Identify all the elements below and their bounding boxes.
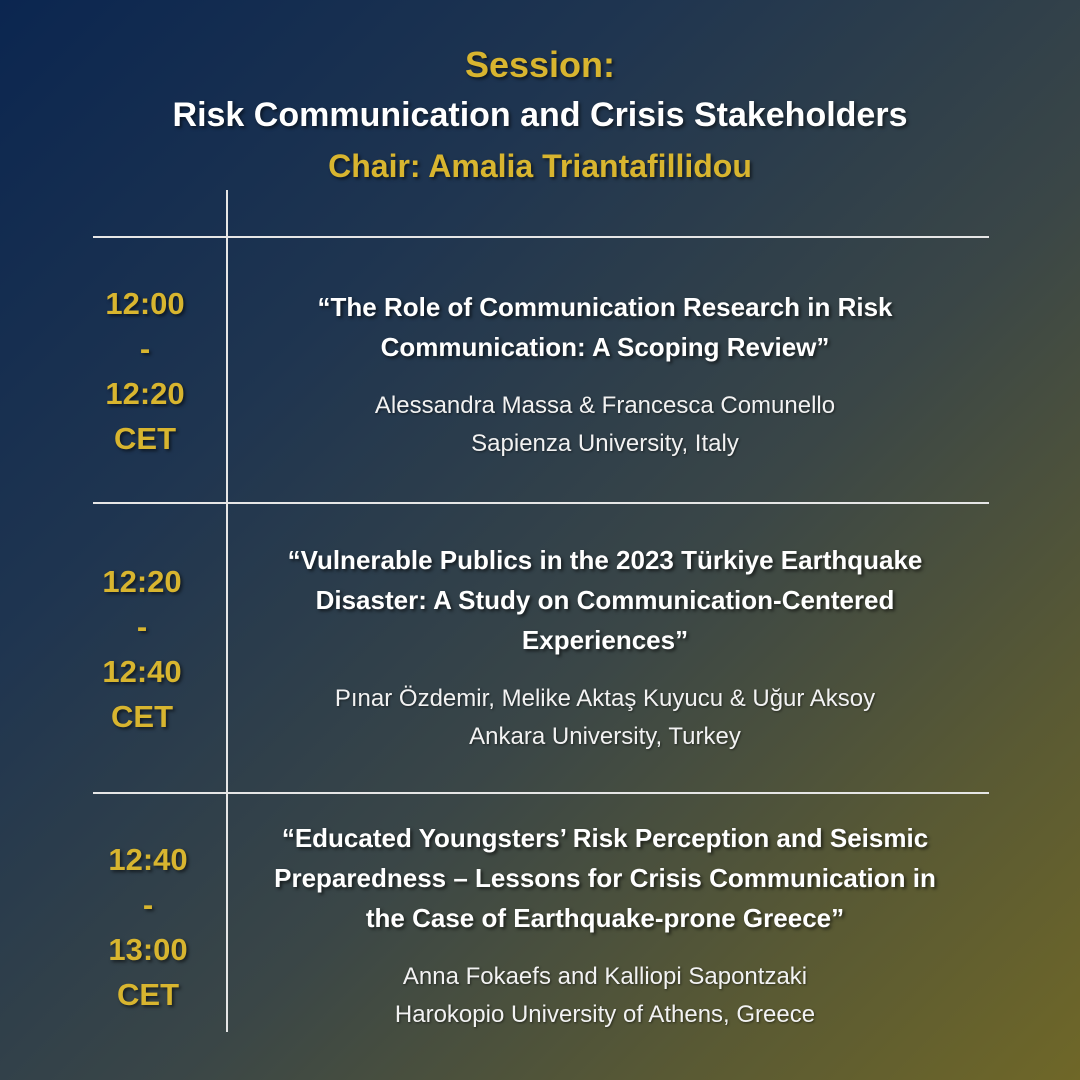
time-separator: -	[142, 887, 154, 922]
talk-authors: Anna Fokaefs and Kalliopi Sapontzaki	[402, 963, 808, 990]
talk-title-line: “Educated Youngsters’ Risk Perception and Seismic	[281, 823, 929, 853]
talk-title-line: “The Role of Communication Research in Risk	[317, 292, 893, 322]
talk-title-line: Preparedness – Lessons for Crisis Communication in	[274, 863, 936, 893]
row-divider	[93, 502, 989, 504]
talk-affiliation: Sapienza University, Italy	[471, 430, 739, 457]
talk-title	[250, 287, 960, 367]
talk-authors: Alessandra Massa & Francesca Comunello	[374, 392, 836, 419]
session-chair: Chair: Amalia Triantafillidou	[328, 148, 752, 184]
column-divider	[226, 190, 228, 1032]
talk-title-line: the Case of Earthquake-prone Greece”	[365, 903, 845, 933]
talk-entry	[250, 287, 960, 463]
talk-title	[250, 818, 960, 938]
time-zone: CET	[117, 977, 179, 1012]
talk-entry	[250, 540, 960, 756]
time-separator: -	[139, 331, 151, 366]
talk-title-line: “Vulnerable Publics in the 2023 Türkiye Earthquake	[287, 545, 923, 575]
talk-title-line: Disaster: A Study on Communication-Centered	[315, 585, 895, 615]
talk-time-slot	[85, 281, 205, 461]
time-end: 13:00	[108, 932, 188, 967]
talk-affiliation: Ankara University, Turkey	[469, 723, 741, 750]
time-separator: -	[136, 609, 148, 644]
time-zone: CET	[114, 421, 176, 456]
time-end: 12:40	[102, 654, 182, 689]
talk-title	[250, 540, 960, 660]
time-start: 12:20	[102, 564, 182, 599]
talk-time-slot	[88, 837, 208, 1017]
talk-authors: Pınar Özdemir, Melike Aktaş Kuyucu & Uğur Aksoy	[334, 685, 876, 712]
talk-time-slot	[82, 559, 202, 739]
row-divider	[93, 236, 989, 238]
talk-title-line: Communication: A Scoping Review”	[380, 332, 830, 362]
session-title: Risk Communication and Crisis Stakeholders	[172, 96, 908, 134]
talk-entry	[250, 818, 960, 1034]
session-label: Session:	[464, 44, 616, 85]
talk-affiliation: Harokopio University of Athens, Greece	[394, 1001, 816, 1028]
time-end: 12:20	[105, 376, 185, 411]
time-zone: CET	[111, 699, 173, 734]
talk-title-line: Experiences”	[521, 625, 689, 655]
time-start: 12:00	[105, 286, 185, 321]
time-start: 12:40	[108, 842, 188, 877]
row-divider	[93, 792, 989, 794]
